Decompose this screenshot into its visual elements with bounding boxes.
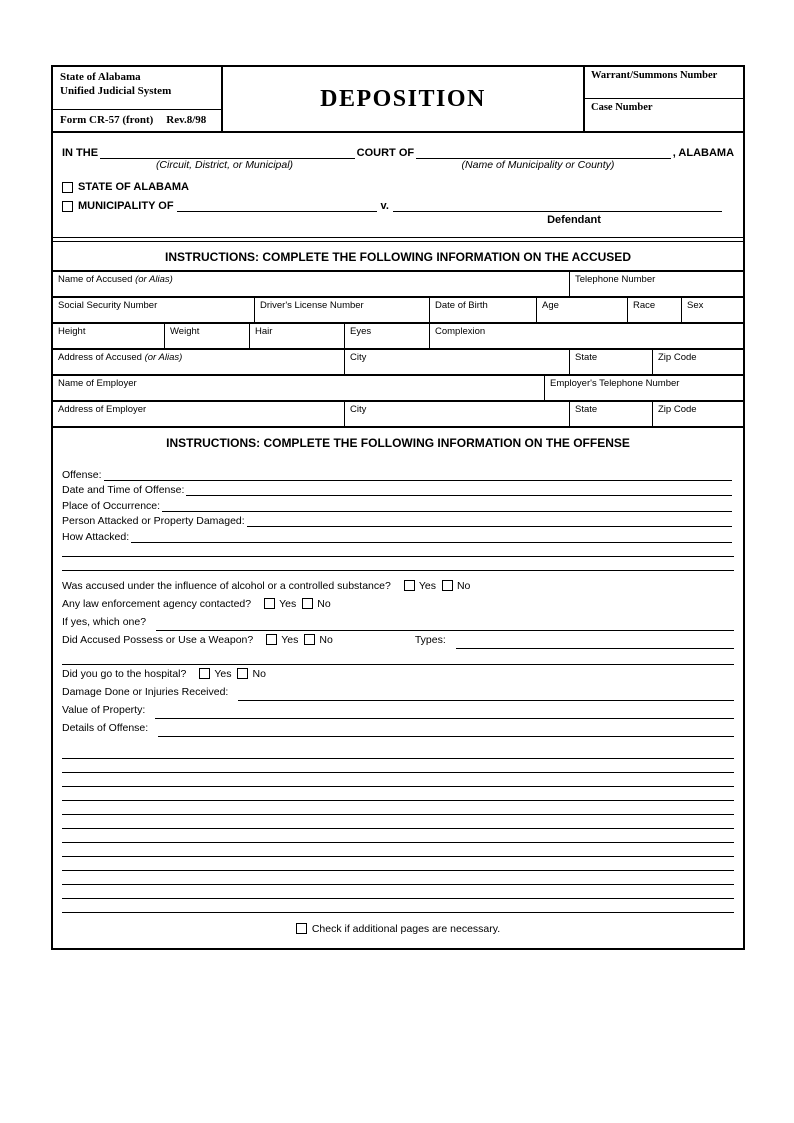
municipality-option-label: MUNICIPALITY OF (78, 200, 174, 212)
additional-pages-checkbox[interactable] (296, 923, 307, 934)
employer-state-field[interactable] (570, 402, 653, 426)
name-alias-label: (or Alias) (135, 274, 173, 285)
person-attacked-label: Person Attacked or Property Damaged: (62, 515, 245, 527)
accused-section-heading: INSTRUCTIONS: COMPLETE THE FOLLOWING INFORMATION ON THE ACCUSED (165, 250, 631, 264)
details-line[interactable] (62, 871, 734, 885)
state-of-alabama-checkbox[interactable] (62, 182, 73, 193)
state-label: State (575, 352, 598, 363)
details-field[interactable] (158, 724, 734, 737)
hospital-question-row (62, 665, 734, 683)
defendant-caption-row (62, 214, 734, 230)
complexion-label: Complexion (435, 326, 486, 337)
sex-field[interactable] (682, 298, 743, 322)
hair-field[interactable] (250, 324, 345, 348)
race-field[interactable] (628, 298, 682, 322)
details-line[interactable] (62, 801, 734, 815)
details-line[interactable] (62, 829, 734, 843)
accused-grid (53, 270, 743, 428)
hospital-no-label: No (252, 667, 266, 680)
property-value-label: Value of Property: (62, 703, 146, 716)
complexion-field[interactable] (430, 324, 743, 348)
weapon-types-field[interactable] (456, 636, 734, 649)
municipality-name-field[interactable] (177, 199, 377, 212)
ssn-label: Social Security Number (58, 300, 158, 311)
municipality-county-field[interactable] (416, 146, 671, 159)
agency-line1: State of Alabama (60, 71, 141, 83)
license-label: Driver's License Number (260, 300, 364, 311)
in-the-label: IN THE (62, 147, 99, 159)
employer-zip-field[interactable] (653, 402, 743, 426)
case-number-label: Case Number (591, 102, 653, 113)
table-row (53, 298, 743, 324)
address-of-accused-label: Address of Accused (58, 352, 142, 363)
details-label: Details of Offense: (62, 721, 149, 734)
hospital-no-checkbox[interactable] (237, 668, 248, 679)
offense-field[interactable] (104, 468, 733, 481)
warrant-number-label: Warrant/Summons Number (591, 70, 718, 81)
weapon-yes-label: Yes (281, 633, 299, 646)
age-field[interactable] (537, 298, 628, 322)
person-attacked-field[interactable] (247, 514, 732, 527)
employer-address-field[interactable] (53, 402, 345, 426)
offense-row (62, 465, 734, 481)
which-agency-label: If yes, which one? (62, 615, 147, 628)
influence-yes-label: Yes (418, 579, 436, 592)
influence-yes-checkbox[interactable] (404, 580, 415, 591)
age-label: Age (542, 300, 559, 311)
weight-label: Weight (170, 326, 200, 337)
case-number-field[interactable] (585, 99, 743, 131)
state-option-row (62, 177, 734, 193)
employer-phone-field[interactable] (545, 376, 743, 400)
table-row (53, 376, 743, 402)
zip-label: Zip Code (658, 352, 697, 363)
weapon-types-label: Types: (414, 633, 446, 646)
weapon-question-row (62, 631, 734, 649)
place-row (62, 496, 734, 512)
telephone-field[interactable] (570, 272, 743, 296)
court-line (62, 146, 734, 159)
date-time-label: Date and Time of Offense: (62, 484, 185, 496)
weapon-types-extra-line[interactable] (62, 649, 734, 665)
employer-phone-label: Employer's Telephone Number (550, 378, 680, 389)
telephone-label: Telephone Number (575, 274, 656, 285)
influence-no-label: No (456, 579, 471, 592)
agency-yes-checkbox[interactable] (264, 598, 275, 609)
additional-pages-row (62, 919, 734, 939)
property-value-row (62, 701, 734, 719)
damage-row (62, 683, 734, 701)
court-of-label: COURT OF (356, 147, 415, 159)
agency-no-checkbox[interactable] (302, 598, 313, 609)
case-numbers-block (585, 67, 743, 131)
property-value-field[interactable] (155, 706, 734, 719)
deposition-form (51, 65, 745, 950)
county-hint: (Name of Municipality or County) (461, 159, 615, 171)
hair-label: Hair (255, 326, 273, 337)
name-of-accused-label: Name of Accused (58, 274, 133, 285)
date-time-row (62, 481, 734, 497)
how-attacked-extra-line[interactable] (62, 557, 734, 571)
versus-label: v. (380, 200, 389, 212)
details-line[interactable] (62, 899, 734, 913)
warrant-number-field[interactable] (585, 67, 743, 99)
name-of-accused-field[interactable] (53, 272, 570, 296)
race-label: Race (633, 300, 656, 311)
form-number-block (53, 110, 221, 131)
person-attacked-row (62, 512, 734, 528)
additional-pages-label: Check if additional pages are necessary. (311, 922, 501, 935)
details-line[interactable] (62, 843, 734, 857)
details-line[interactable] (62, 857, 734, 871)
details-line[interactable] (62, 745, 734, 759)
ssn-field[interactable] (53, 298, 255, 322)
agency-yes-label: Yes (279, 597, 297, 610)
height-label: Height (58, 326, 86, 337)
city-field[interactable] (345, 350, 570, 374)
details-line[interactable] (62, 759, 734, 773)
state-field[interactable] (570, 350, 653, 374)
circuit-hint: (Circuit, District, or Municipal) (155, 159, 294, 171)
details-line[interactable] (62, 787, 734, 801)
zip-field[interactable] (653, 350, 743, 374)
which-agency-field[interactable] (156, 618, 734, 631)
place-field[interactable] (162, 499, 732, 512)
how-attacked-label: How Attacked: (62, 530, 130, 543)
eyes-field[interactable] (345, 324, 430, 348)
date-time-field[interactable] (186, 483, 732, 496)
form-number: Form CR-57 (front) (60, 114, 154, 126)
place-label: Place of Occurrence: (62, 499, 161, 512)
weapon-no-label: No (319, 633, 333, 646)
details-line[interactable] (62, 885, 734, 899)
address-of-accused-field[interactable] (53, 350, 345, 374)
table-row (53, 402, 743, 428)
offense-label: Offense: (62, 468, 102, 481)
employer-city-label: City (350, 404, 367, 415)
form-title: DEPOSITION (320, 85, 486, 112)
weapon-yes-checkbox[interactable] (266, 634, 277, 645)
defendant-name-field[interactable] (393, 199, 722, 212)
details-row (62, 719, 734, 737)
influence-question-label: Was accused under the influence of alcohol or a controlled substance? (62, 579, 391, 592)
address-alias-label: (or Alias) (144, 352, 183, 363)
employer-city-field[interactable] (345, 402, 570, 426)
employer-address-label: Address of Employer (58, 404, 147, 415)
agency-name (53, 67, 221, 110)
city-label: City (350, 352, 367, 363)
employer-name-label: Name of Employer (58, 378, 137, 389)
influence-question-row (62, 577, 734, 595)
hospital-yes-checkbox[interactable] (199, 668, 210, 679)
hospital-yes-label: Yes (214, 667, 232, 680)
how-attacked-field[interactable] (131, 530, 732, 543)
how-attacked-extra-line[interactable] (62, 543, 734, 557)
hospital-question-label: Did you go to the hospital? (62, 667, 187, 680)
dob-label: Date of Birth (435, 300, 488, 311)
agency-question-label: Any law enforcement agency contacted? (62, 597, 252, 610)
dob-field[interactable] (430, 298, 537, 322)
how-attacked-row (62, 527, 734, 543)
weapon-question-label: Did Accused Possess or Use a Weapon? (62, 633, 254, 646)
agency-no-label: No (317, 597, 331, 610)
alabama-label: , ALABAMA (672, 147, 735, 159)
weight-field[interactable] (165, 324, 250, 348)
table-row (53, 324, 743, 350)
agency-line2: Unified Judicial System (60, 84, 172, 97)
offense-section-heading: INSTRUCTIONS: COMPLETE THE FOLLOWING INFORMATION ON THE OFFENSE (166, 436, 630, 450)
court-name-field[interactable] (100, 146, 355, 159)
employer-zip-label: Zip Code (658, 404, 697, 415)
municipality-option-row (62, 196, 734, 212)
employer-state-label: State (575, 404, 598, 415)
court-hints (62, 159, 734, 174)
sex-label: Sex (687, 300, 704, 311)
eyes-label: Eyes (350, 326, 372, 337)
table-row (53, 350, 743, 376)
court-caption (53, 133, 743, 230)
form-revision: Rev.8/98 (166, 114, 207, 126)
damage-label: Damage Done or Injuries Received: (62, 685, 229, 698)
details-line[interactable] (62, 773, 734, 787)
agency-block (53, 67, 223, 131)
height-field[interactable] (53, 324, 165, 348)
defendant-label: Defendant (547, 214, 601, 226)
employer-name-field[interactable] (53, 376, 545, 400)
influence-no-checkbox[interactable] (442, 580, 453, 591)
agency-question-row (62, 595, 734, 613)
title-block (223, 67, 585, 131)
details-line[interactable] (62, 815, 734, 829)
license-field[interactable] (255, 298, 430, 322)
table-row (53, 272, 743, 298)
which-agency-row (62, 613, 734, 631)
municipality-checkbox[interactable] (62, 201, 73, 212)
state-option-label: STATE OF ALABAMA (78, 181, 190, 193)
weapon-no-checkbox[interactable] (304, 634, 315, 645)
form-header (53, 67, 743, 133)
damage-field[interactable] (238, 688, 734, 701)
offense-section (53, 456, 743, 939)
